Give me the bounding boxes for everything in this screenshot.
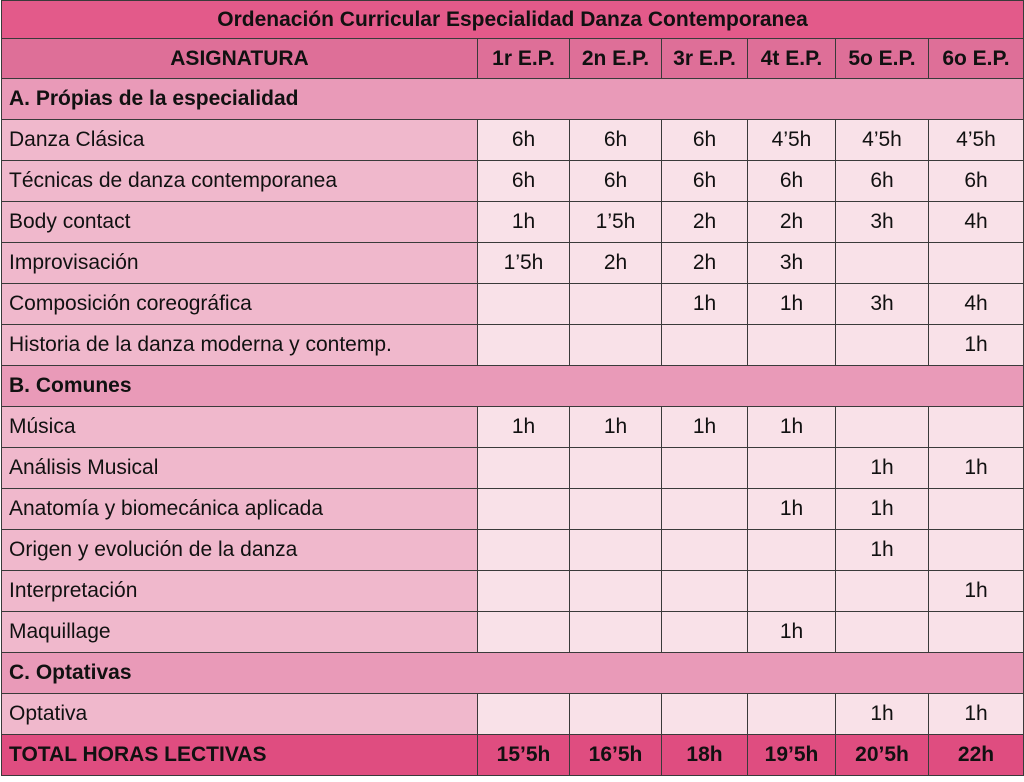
hours-cell: 6h (662, 120, 748, 161)
total-value: 19’5h (748, 735, 836, 776)
year-header-2: 2n E.P. (570, 39, 662, 79)
table-row (2, 407, 1024, 448)
hours-cell: 6h (570, 161, 662, 202)
subject-name: Anatomía y biomecánica aplicada (2, 489, 478, 530)
total-value: 16’5h (570, 735, 662, 776)
hours-cell: 1h (570, 407, 662, 448)
total-row (2, 735, 1024, 776)
title-row (2, 1, 1024, 39)
subject-name: Body contact (2, 202, 478, 243)
hours-cell: 6h (662, 161, 748, 202)
hours-cell (836, 612, 929, 653)
year-header-3: 3r E.P. (662, 39, 748, 79)
subject-name: Música (2, 407, 478, 448)
hours-cell (662, 325, 748, 366)
hours-cell: 2h (748, 202, 836, 243)
hours-cell (662, 571, 748, 612)
hours-cell: 1h (662, 284, 748, 325)
year-header-1: 1r E.P. (478, 39, 570, 79)
hours-cell (570, 530, 662, 571)
hours-cell (929, 530, 1024, 571)
subject-name: Historia de la danza moderna y contemp. (2, 325, 478, 366)
hours-cell: 1’5h (570, 202, 662, 243)
total-value: 15’5h (478, 735, 570, 776)
section-title: B. Comunes (2, 366, 1024, 407)
hours-cell (748, 448, 836, 489)
table-row (2, 161, 1024, 202)
table-row (2, 325, 1024, 366)
hours-cell (570, 284, 662, 325)
subject-name: Optativa (2, 694, 478, 735)
subject-name: Técnicas de danza contemporanea (2, 161, 478, 202)
hours-cell (836, 407, 929, 448)
hours-cell: 6h (929, 161, 1024, 202)
hours-cell: 3h (836, 284, 929, 325)
hours-cell (478, 489, 570, 530)
section-row (2, 653, 1024, 694)
hours-cell (836, 325, 929, 366)
section-title: C. Optativas (2, 653, 1024, 694)
hours-cell (748, 694, 836, 735)
hours-cell: 6h (748, 161, 836, 202)
total-value: 18h (662, 735, 748, 776)
hours-cell: 6h (570, 120, 662, 161)
hours-cell (929, 489, 1024, 530)
table-row (2, 612, 1024, 653)
hours-cell: 1h (662, 407, 748, 448)
hours-cell (570, 489, 662, 530)
year-header-4: 4t E.P. (748, 39, 836, 79)
subject-name: Interpretación (2, 571, 478, 612)
subject-name: Origen y evolución de la danza (2, 530, 478, 571)
hours-cell (662, 612, 748, 653)
hours-cell: 1h (836, 489, 929, 530)
hours-cell (836, 571, 929, 612)
hours-cell: 1h (929, 571, 1024, 612)
hours-cell (929, 612, 1024, 653)
subject-name: Danza Clásica (2, 120, 478, 161)
hours-cell (662, 489, 748, 530)
hours-cell: 1h (836, 694, 929, 735)
hours-cell (662, 694, 748, 735)
subject-name: Análisis Musical (2, 448, 478, 489)
table-row (2, 120, 1024, 161)
hours-cell (478, 448, 570, 489)
section-title: A. Própias de la especialidad (2, 79, 1024, 120)
hours-cell: 6h (478, 120, 570, 161)
hours-cell: 1h (748, 284, 836, 325)
total-value: 20’5h (836, 735, 929, 776)
hours-cell: 3h (748, 243, 836, 284)
hours-cell (570, 325, 662, 366)
hours-cell: 1h (748, 489, 836, 530)
section-row (2, 366, 1024, 407)
subject-name: Composición coreográfica (2, 284, 478, 325)
hours-cell: 1h (929, 325, 1024, 366)
hours-cell: 1h (478, 407, 570, 448)
total-label: TOTAL HORAS LECTIVAS (2, 735, 478, 776)
hours-cell: 1h (748, 407, 836, 448)
hours-cell (570, 571, 662, 612)
table-row (2, 489, 1024, 530)
table-row (2, 243, 1024, 284)
header-row (2, 39, 1024, 79)
hours-cell (748, 571, 836, 612)
hours-cell: 4’5h (929, 120, 1024, 161)
table-row (2, 202, 1024, 243)
year-header-6: 6o E.P. (929, 39, 1024, 79)
hours-cell (478, 284, 570, 325)
hours-cell: 2h (662, 202, 748, 243)
table-row (2, 448, 1024, 489)
hours-cell (478, 530, 570, 571)
table-row (2, 284, 1024, 325)
hours-cell (478, 325, 570, 366)
hours-cell (570, 612, 662, 653)
hours-cell: 1h (748, 612, 836, 653)
table-title: Ordenación Curricular Especialidad Danza Contemporanea (2, 1, 1024, 39)
hours-cell: 6h (478, 161, 570, 202)
hours-cell (570, 694, 662, 735)
subject-name: Improvisación (2, 243, 478, 284)
hours-cell: 1’5h (478, 243, 570, 284)
total-value: 22h (929, 735, 1024, 776)
hours-cell: 4h (929, 284, 1024, 325)
table-row (2, 530, 1024, 571)
hours-cell: 6h (836, 161, 929, 202)
year-header-5: 5o E.P. (836, 39, 929, 79)
subject-name: Maquillage (2, 612, 478, 653)
hours-cell (478, 612, 570, 653)
hours-cell: 3h (836, 202, 929, 243)
hours-cell (836, 243, 929, 284)
table-body (2, 79, 1024, 735)
hours-cell (929, 407, 1024, 448)
hours-cell (478, 694, 570, 735)
hours-cell: 1h (836, 530, 929, 571)
hours-cell (748, 325, 836, 366)
hours-cell (662, 448, 748, 489)
hours-cell: 1h (836, 448, 929, 489)
hours-cell (570, 448, 662, 489)
hours-cell: 4’5h (748, 120, 836, 161)
hours-cell: 2h (570, 243, 662, 284)
curriculum-table (1, 0, 1024, 776)
hours-cell: 4h (929, 202, 1024, 243)
hours-cell (929, 243, 1024, 284)
hours-cell (478, 571, 570, 612)
hours-cell: 1h (929, 448, 1024, 489)
hours-cell: 4’5h (836, 120, 929, 161)
hours-cell: 1h (929, 694, 1024, 735)
table-row (2, 571, 1024, 612)
section-row (2, 79, 1024, 120)
hours-cell (748, 530, 836, 571)
table-row (2, 694, 1024, 735)
hours-cell (662, 530, 748, 571)
subject-header: ASIGNATURA (2, 39, 478, 79)
hours-cell: 1h (478, 202, 570, 243)
hours-cell: 2h (662, 243, 748, 284)
